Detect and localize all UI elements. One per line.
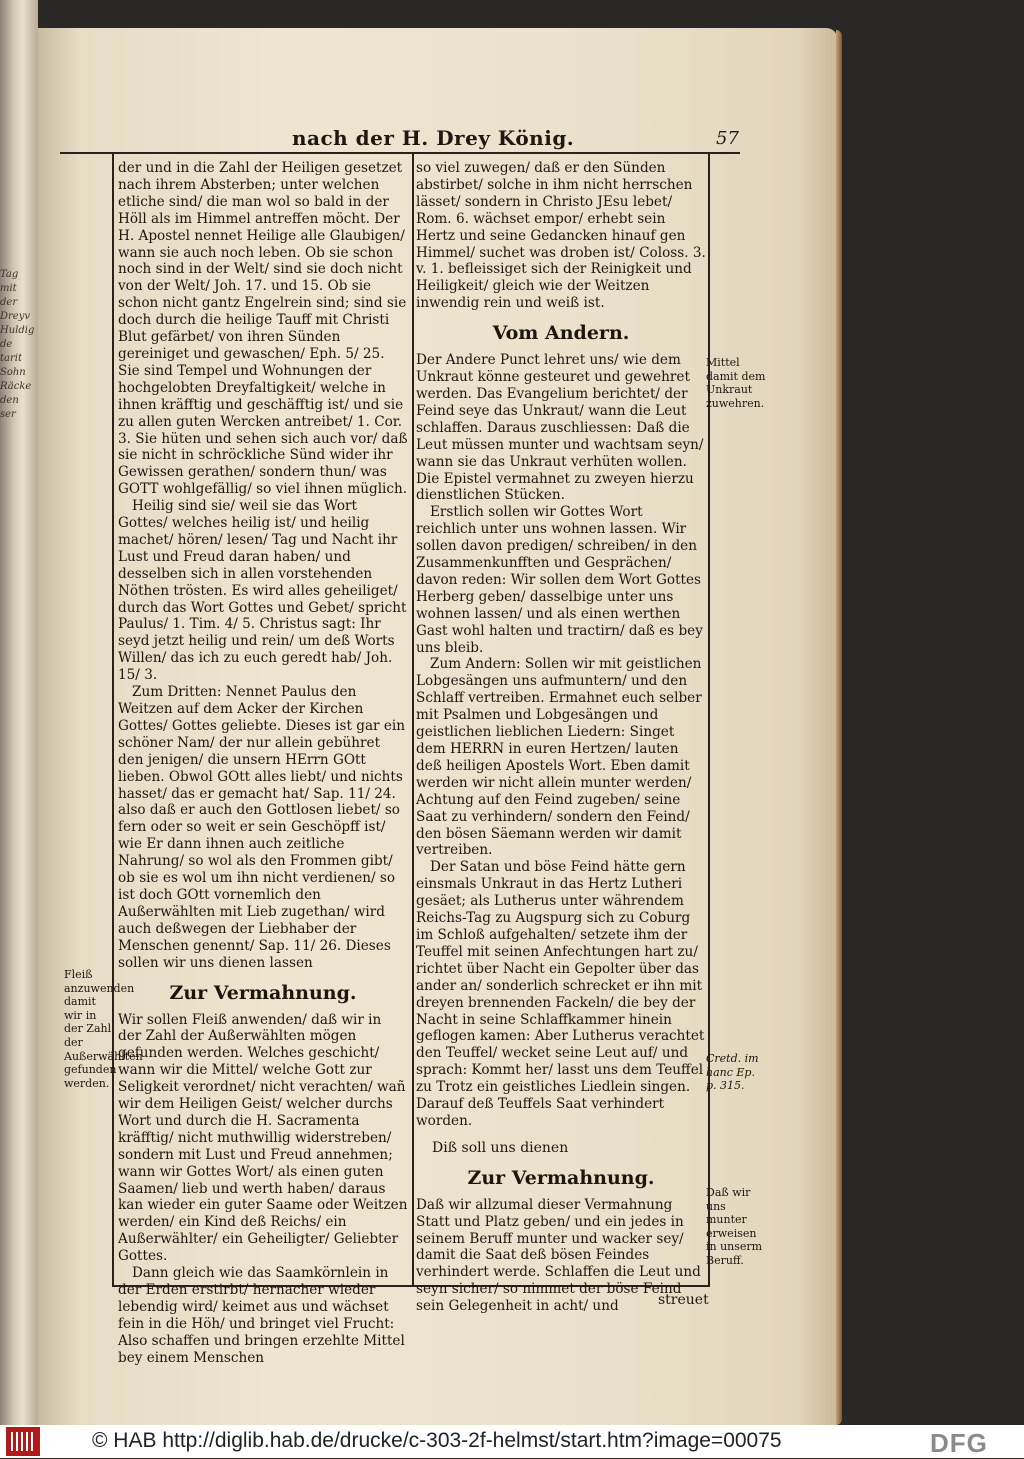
running-head: nach der H. Drey König. bbox=[292, 126, 575, 150]
marginal-note-mittel: Mittel damit dem Unkraut zuwehren. bbox=[706, 356, 766, 410]
page-edge-shadow bbox=[836, 30, 842, 1425]
column-divider bbox=[412, 154, 414, 1285]
left-paragraph-2: Heilig sind sie/ weil sie das Wort Gottes/ welches heilig ist/ und heilig machet/ hören/ lesen/ Tag und Nacht ihr Lust und Freud daran haben/ und desselben sich in allen vorstehenden Nöthen trösten. Es wird alles geheiliget/ durch das Wort Gottes und Gebet/ spricht Paulus/ 1. Tim. 4/ 5. Christus sagt: Ihr seyd jetzt heilig und rein/ um deß Worts Willen/ das ich zu euch geredt hab/ Joh. 15/ 3. bbox=[118, 498, 407, 684]
left-paragraph-1: der und in die Zahl der Heiligen gesetzet nach ihrem Absterben; unter welchen etliche sind/ die man wol so bald in der Höll als im Himmel antreffen möcht. Der H. Apostel nennet Heilige alle Glaubigen/ wann sie auch noch leben. Ob sie schon noch sind in der Welt/ sind sie doch nicht von der Welt/ Joh. 17. und 15. Ob sie schon nicht gantz Engelrein sind; sind sie doch durch die heilige Tauff mit Christi Blut gefärbet/ von ihren Sünden gereiniget und gewaschen/ Eph. 5/ 25. Sie sind Tempel und Wohnungen der hochgelobten Dreyfaltigkeit/ welche in ihnen kräfftig und geschäfftig ist/ und sie zu allen guten Wercken antreibet/ 1. Cor. 3. Sie hüten und sehen sich auch vor/ daß sie nicht in schröckliche Sünd wider ihr Gewissen gerathen/ sondern thun/ was GOTT wohlgefällig/ so viel ihnen müglich. bbox=[118, 160, 408, 498]
catchword: streuet bbox=[658, 1292, 709, 1308]
page-number: 57 bbox=[716, 128, 739, 149]
sub-heading-dienen: Diß soll uns dienen bbox=[432, 1139, 569, 1156]
left-paragraph-4: Wir sollen Fleiß anwenden/ daß wir in der Zahl der Außerwählten mögen gefunden werden. Welches geschicht/ wann wir die Mittel/ welche Gott zur Seligkeit verordnet/ nicht verachten/ wañ wir dem Heiligen Geist/ welcher durchs Wort und durch die H. Sacramenta kräfftig/ nicht muthwillig widerstreben/ sondern mit Lust und Freud annehmen; wann wir Gottes Wort/ als einen guten Saamen/ lieb und werth haben/ daraus kan wieder ein guter Saame oder Weitzen werden/ ein Kind deß Reichs/ ein Außerwählter/ ein Geheiligter/ Geliebter Gottes. bbox=[118, 1011, 408, 1265]
marginal-note-cretd: Cretd. im hanc Ep. p. 315. bbox=[706, 1052, 759, 1093]
right-paragraph-5: Der Satan und böse Feind hätte gern einsmals Unkraut in das Hertz Lutheri gesäet; als Lutherus unter währendem Reichs-Tag zu Augspurg sich zu Coburg im Schloß aufgehalten/ setzete ihm der Teuffel mit seinen Anfechtungen hart zu/ richtet über Nacht ein Gepolter über das ander an/ sonderlich schrecket er ihn mit dreyen brennenden Fackeln/ die bey der Nacht in seine Schlaffkammer hinein geflogen kamen: Aber Lutherus verachtet den Teuffel/ wecket seine Leut auf/ und sprach: Kommt her/ lasst uns dem Teuffel zu Trotz ein geistliches Liedlein singen. Darauf deß Teuffels Saat verhindert worden. bbox=[416, 859, 705, 1129]
section-heading-vermahnung-right: Zur Vermahnung. bbox=[467, 1166, 655, 1189]
footer-bar bbox=[0, 1425, 1024, 1458]
left-paragraph-5: Dann gleich wie das Saamkörnlein in der Erden erstirbt/ hernacher wieder lebendig wird/ keimet aus und wächset fein in die Höh/ und bringet viel Frucht: Also schaffen und bringen erzehlte Mittel bey einem Menschen bbox=[118, 1265, 405, 1366]
right-column bbox=[416, 160, 706, 1315]
marginal-note-fleiss: Fleiß anzuwenden damit wir in der Zahl der Außerwählten gefunden werden. bbox=[64, 968, 143, 1090]
dfg-logo: DFG bbox=[930, 1428, 988, 1458]
footer-source-link[interactable]: © HAB http://diglib.hab.de/drucke/c-303-2f-helmst/start.htm?image=00075 bbox=[92, 1429, 782, 1452]
left-column bbox=[118, 160, 408, 1367]
right-paragraph-6: Daß wir allzumal dieser Vermahnung Statt und Platz geben/ und ein jedes in seinem Beruff munter und wacker sey/ damit die Saat deß bösen Feindes verhindert werde. Schlaffen die Leut und seyn sicher/ so nimmet der böse Feind sein Gelegenheit in acht/ und bbox=[416, 1196, 701, 1315]
marginal-note-dass: Daß wir uns munter erweisen in unserm Beruff. bbox=[706, 1186, 763, 1267]
hab-logo-icon bbox=[6, 1427, 40, 1456]
adjacent-page-fragment: Tag mit der Dreyv Huldig de tarit Sohn Räcke den ser bbox=[0, 269, 35, 420]
section-heading-andern: Vom Andern. bbox=[492, 322, 630, 345]
left-paragraph-3: Zum Dritten: Nennet Paulus den Weitzen auf dem Acker der Kirchen Gottes/ Gottes geliebte. Dieses ist gar ein schöner Nam/ der nur allein gebühret den jenigen/ die unsern HErrn GOtt lieben. Obwol GOtt alles liebt/ und nichts hasset/ das er gemacht hat/ Sap. 11/ 24. also daß er auch den Gottlosen liebet/ so fern oder so weit er sein Geschöpff ist/ wie Er dann ihnen auch zeitliche Nahrung/ so wol als den Frommen gibt/ ob sie es wol um ihn nicht verdienen/ so ist doch GOtt vornemlich den Außerwählten mit Lieb zugethan/ wird auch deßwegen der Liebhaber der Menschen genennt/ Sap. 11/ 26. Dieses sollen wir uns dienen lassen bbox=[118, 684, 406, 971]
adjacent-page-edge bbox=[0, 0, 38, 1425]
right-paragraph-4: Zum Andern: Sollen wir mit geistlichen Lobgesängen uns aufmuntern/ und den Schlaff vertreiben. Ermahnet euch selber mit Psalmen und Lobgesängen und geistlichen lieblichen Liedern: Singet dem HERRN in euren Hertzen/ lauten deß heiligen Apostels Wort. Eben damit werden wir nicht allein munter werden/ Achtung auf den Feind zugeben/ seine Saat zu verhindern/ sondern den Feind/ den bösen Säemann werden wir damit vertreiben. bbox=[416, 656, 702, 859]
right-paragraph-3: Erstlich sollen wir Gottes Wort reichlich unter uns wohnen lassen. Wir sollen davon predigen/ schreiben/ in den Zusammenkunfften und Gesprächen/ davon reden: Wir sollen dem Wort Gottes Herberg geben/ dasselbige unter uns wohnen lassen/ und als einen werthen Gast wohl halten und tractirn/ daß es bey uns bleib. bbox=[416, 504, 703, 656]
right-paragraph-2: Der Andere Punct lehret uns/ wie dem Unkraut könne gesteuret und gewehret werden. Das Evangelium berichtet/ der Feind seye das Unkraut/ wann die Leut schlaffen. Daraus zuschliessen: Daß die Leut müssen munter und wachtsam seyn/ wann sie das Unkraut verhüten wollen. Die Epistel vermahnet zu zweyen hierzu dienstlichen Stücken. bbox=[416, 352, 704, 504]
section-heading-vermahnung-left: Zur Vermahnung. bbox=[169, 981, 357, 1004]
right-paragraph-1: so viel zuwegen/ daß er den Sünden abstirbet/ solche in ihm nicht herrschen lässet/ sondern in Christo JEsu lebet/ Rom. 6. wächset empor/ erhebt sein Hertz und seine Gedancken hinauf gen Himmel/ suchet was droben ist/ Coloss. 3. v. 1. befleissiget sich der Reinigkeit und Heiligkeit/ gleich wie der Weitzen inwendig rein und weiß ist. bbox=[416, 160, 706, 312]
